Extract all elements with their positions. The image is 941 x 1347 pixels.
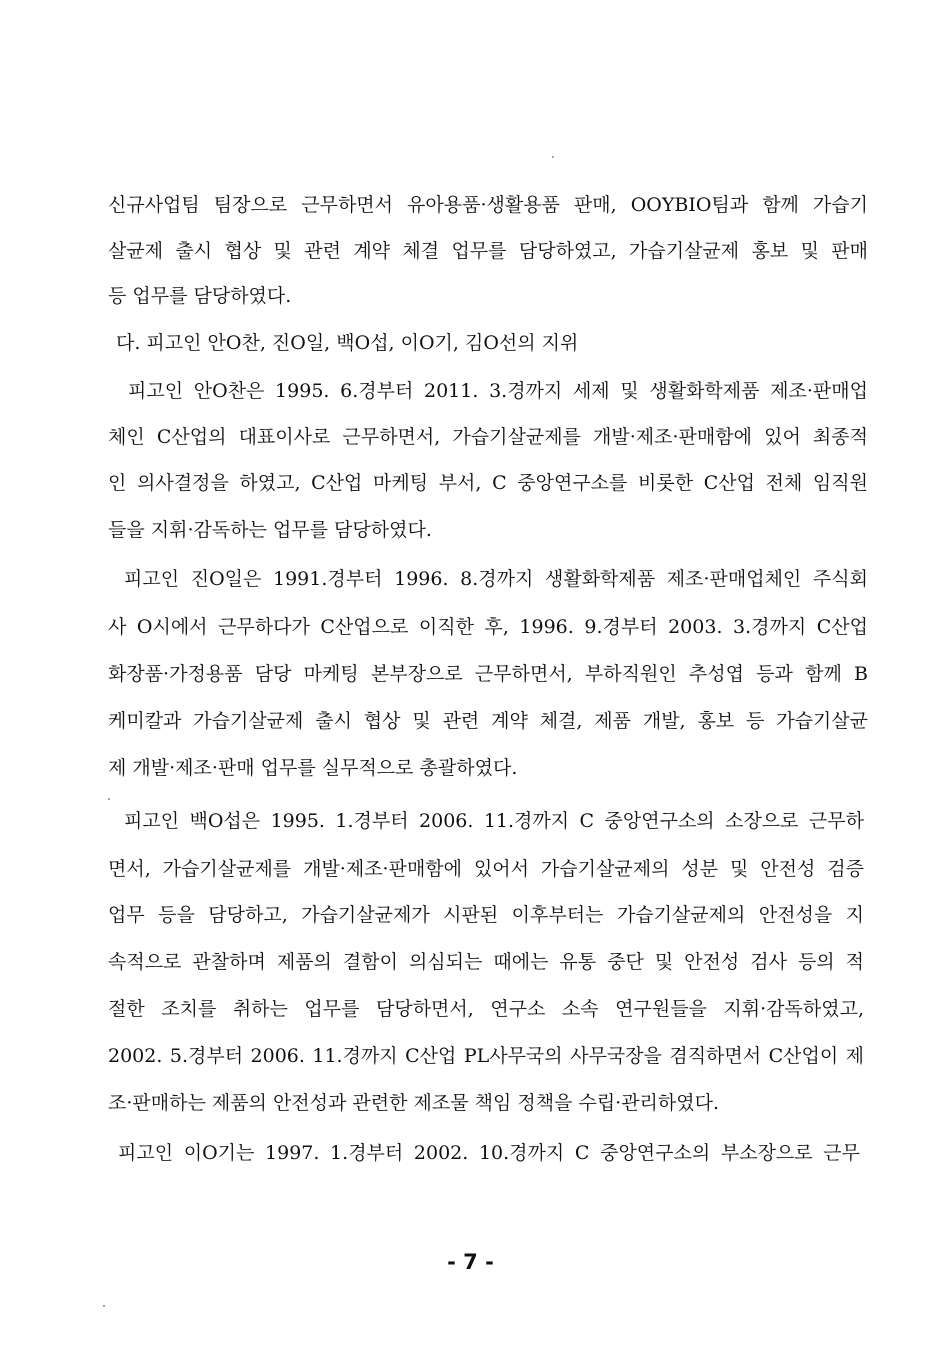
page-number: - 7 - (447, 1250, 494, 1274)
scan-speck (103, 1305, 105, 1307)
text-line: 신규사업팀 팀장으로 근무하면서 유아용품·생활용품 판매, OOYBIO팀과 함께 가습기 (108, 194, 868, 216)
text-line: 케미칼과 가습기살균제 출시 협상 및 관련 계약 체결, 제품 개발, 홍보 등 가습기살균 (108, 710, 868, 732)
paragraph-start-line: 피고인 백O섭은 1995. 1.경부터 2006. 11.경까지 C 중앙연구소의 소장으로 근무하 (124, 810, 864, 832)
text-line: 속적으로 관찰하며 제품의 결함이 의심되는 때에는 유통 중단 및 안전성 검사 등의 적 (108, 951, 864, 973)
text-line: 들을 지휘·감독하는 업무를 담당하였다. (108, 519, 432, 541)
text-line: 체인 C산업의 대표이사로 근무하면서, 가습기살균제를 개발·제조·판매함에 있어 최종적 (108, 426, 868, 448)
text-line: 제 개발·제조·판매 업무를 실무적으로 총괄하였다. (108, 757, 518, 779)
text-line: 인 의사결정을 하였고, C산업 마케팅 부서, C 중앙연구소를 비롯한 C산업 전체 임직원 (108, 472, 868, 494)
scan-speck (108, 798, 110, 800)
text-line: 업무 등을 담당하고, 가습기살균제가 시판된 이후부터는 가습기살균제의 안전성을 지 (108, 904, 864, 926)
text-line: 절한 조치를 취하는 업무를 담당하면서, 연구소 소속 연구원들을 지휘·감독하였고, (108, 998, 864, 1020)
text-line: 등 업무를 담당하였다. (108, 285, 292, 307)
text-line: 면서, 가습기살균제를 개발·제조·판매함에 있어서 가습기살균제의 성분 및 안전성 검증 (108, 858, 864, 880)
paragraph-start-line: 피고인 이O기는 1997. 1.경부터 2002. 10.경까지 C 중앙연구소의 부소장으로 근무 (118, 1142, 860, 1164)
text-line: 조·판매하는 제품의 안전성과 관련한 제조물 책임 정책을 수립·관리하였다. (108, 1092, 720, 1114)
text-line: 살균제 출시 협상 및 관련 계약 체결 업무를 담당하였고, 가습기살균제 홍보 및 판매 (108, 240, 868, 262)
section-heading: 다. 피고인 안O찬, 진O일, 백O섭, 이O기, 김O선의 지위 (116, 332, 579, 354)
paragraph-start-line: 피고인 안O찬은 1995. 6.경부터 2011. 3.경까지 세제 및 생활화학제품 제조·판매업 (128, 380, 868, 402)
text-line: 화장품·가정용품 담당 마케팅 본부장으로 근무하면서, 부하직원인 추성엽 등과 함께 B (108, 663, 868, 685)
paragraph-start-line: 피고인 진O일은 1991.경부터 1996. 8.경까지 생활화학제품 제조·판매업체인 주식회 (124, 568, 868, 590)
text-line: 2002. 5.경부터 2006. 11.경까지 C산업 PL사무국의 사무국장을 겸직하면서 C산업이 제 (108, 1045, 864, 1067)
text-line: 사 O시에서 근무하다가 C산업으로 이직한 후, 1996. 9.경부터 2003. 3.경까지 C산업 (108, 616, 868, 638)
scan-speck (552, 156, 554, 158)
